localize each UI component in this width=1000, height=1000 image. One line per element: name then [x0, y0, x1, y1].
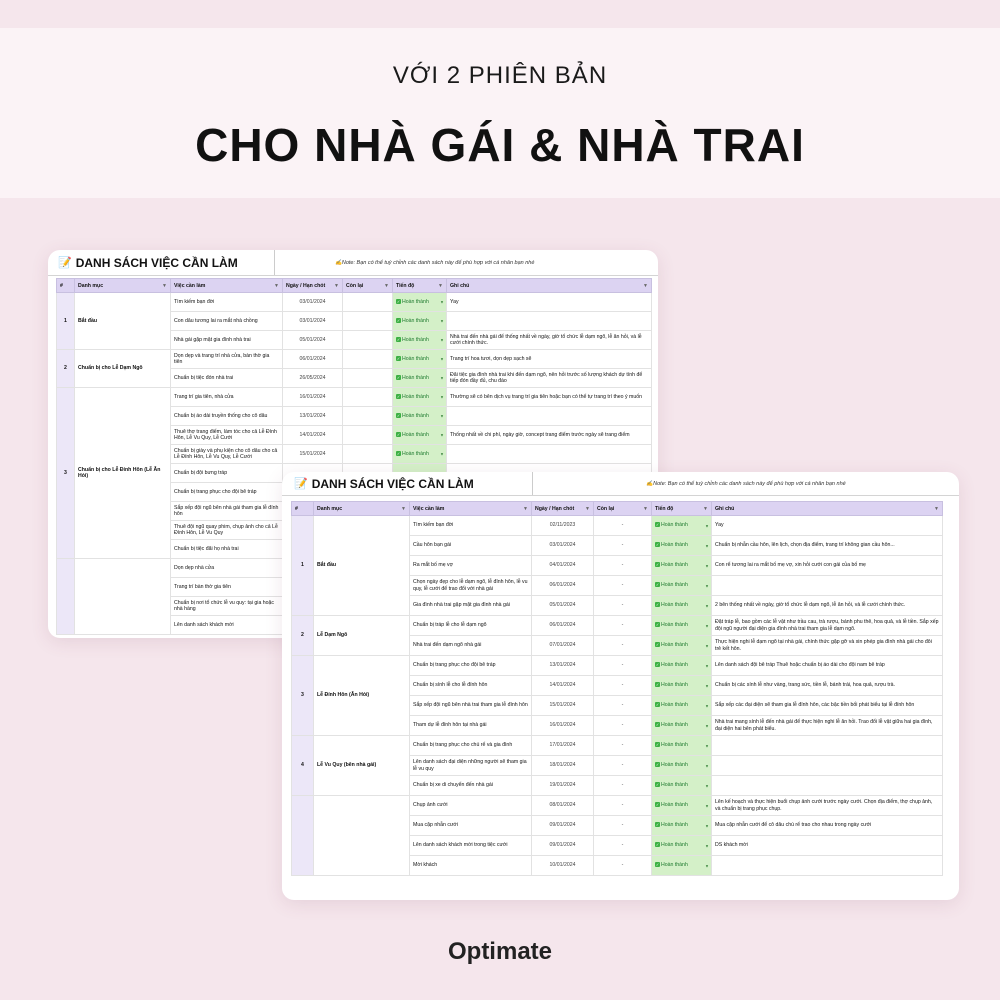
remaining-cell [343, 445, 393, 464]
note-cell[interactable]: 2 bên thống nhất về ngày, giờ tổ chức lễ dạm ngõ, lễ ăn hỏi, và lễ cưới chính thức. [712, 596, 943, 616]
date-cell[interactable]: 03/01/2024 [283, 312, 343, 331]
note-cell[interactable] [447, 407, 652, 426]
date-cell[interactable]: 10/01/2024 [532, 856, 594, 876]
status-cell[interactable] [393, 445, 447, 464]
remaining-cell [343, 312, 393, 331]
task-cell[interactable]: Trang trí bàn thờ gia tiên [171, 578, 283, 597]
status-label: Hoàn thành [402, 336, 429, 343]
status-cell[interactable] [652, 756, 712, 776]
row-number: 3 [292, 656, 314, 736]
status-cell[interactable] [393, 369, 447, 388]
task-cell[interactable]: Nhà trai đến dạm ngõ nhà gái [410, 636, 532, 656]
note-cell[interactable]: Yay [712, 516, 943, 536]
chevron-down-icon[interactable]: ▼ [705, 723, 709, 728]
filter-dropdown-icon[interactable]: ▼ [162, 283, 167, 289]
note-cell[interactable]: Đãi tiệc gia đình nhà trai khi đến dạm ngõ, nên hỏi trước số lượng khách dự tính để tiếp đón đầy đủ, chu đáo [447, 369, 652, 388]
remaining-cell: - [594, 696, 652, 716]
status-label: Hoàn thành [661, 722, 688, 729]
remaining-cell: - [594, 816, 652, 836]
date-cell[interactable]: 14/01/2024 [532, 676, 594, 696]
status-label: Hoàn thành [402, 298, 429, 305]
chevron-down-icon[interactable]: ▼ [705, 763, 709, 768]
sheet-title-text: DANH SÁCH VIỆC CẦN LÀM [311, 476, 474, 491]
task-cell[interactable]: Con dâu tương lai ra mắt nhà chồng [171, 312, 283, 331]
filter-dropdown-icon[interactable]: ▼ [438, 283, 443, 289]
remaining-cell [343, 426, 393, 445]
status-cell[interactable] [393, 388, 447, 407]
chevron-down-icon[interactable]: ▼ [705, 823, 709, 828]
filter-dropdown-icon[interactable]: ▼ [585, 506, 590, 512]
task-cell[interactable]: Chuẩn bị trang phục cho chú rể và gia đình [410, 736, 532, 756]
category-cell [75, 559, 171, 635]
status-label: Hoàn thành [661, 762, 688, 769]
date-cell[interactable]: 05/01/2024 [532, 596, 594, 616]
date-cell[interactable]: 07/01/2024 [532, 636, 594, 656]
date-cell[interactable]: 18/01/2024 [532, 756, 594, 776]
note-cell[interactable]: Nhà trai mang sính lễ đến nhà gái để thực hiện nghi lễ ăn hỏi. Trao đổi lễ vật giữa hai gia đình, đại diện hai bên phát biểu. [712, 716, 943, 736]
checkbox-icon: ✓ [655, 642, 660, 648]
note-cell[interactable]: Nhà trai đến nhà gái để thống nhất về ngày, giờ tổ chức lễ dạm ngõ, lễ ăn hỏi, và lễ cưới chính thức. [447, 331, 652, 350]
column-header[interactable]: # [292, 502, 314, 516]
status-cell[interactable] [652, 716, 712, 736]
remaining-cell [343, 369, 393, 388]
status-label: Hoàn thành [661, 522, 688, 529]
remaining-cell: - [594, 716, 652, 736]
front-spreadsheet [282, 472, 959, 900]
checkbox-icon: ✓ [655, 842, 660, 848]
column-header[interactable]: Còn lại ▼ [343, 279, 393, 293]
task-cell[interactable]: Chuẩn bị đội bưng tráp [171, 464, 283, 483]
chevron-down-icon[interactable]: ▼ [440, 299, 444, 305]
note-cell[interactable] [712, 736, 943, 756]
status-label: Hoàn thành [661, 642, 688, 649]
task-cell[interactable]: Chuẩn bị giày và phụ kiện cho cô dâu cho cả Lễ Đính Hôn, Lễ Vu Quy, Lễ Cưới [171, 445, 283, 464]
note-cell[interactable]: Đặt tráp lễ, bao gồm các lễ vật như trầu cau, trà rượu, bánh phu thê, hoa quả, và lễ tiền. Sắp xếp đội ngũ người đại diện gia đình nhà trai tham gia lễ dạm ngõ. [712, 616, 943, 636]
task-cell[interactable]: Sắp xếp đội ngũ bên nhà trai tham gia lễ đính hôn [410, 696, 532, 716]
status-label: Hoàn thành [661, 682, 688, 689]
checkbox-icon: ✓ [655, 682, 660, 688]
status-label: Hoàn thành [661, 782, 688, 789]
task-cell[interactable]: Chuẩn bị sính lễ cho lễ đính hôn [410, 676, 532, 696]
note-cell[interactable]: DS khách mời [712, 836, 943, 856]
task-cell[interactable]: Cầu hôn bạn gái [410, 536, 532, 556]
checkbox-icon: ✓ [396, 450, 401, 456]
notepad-icon: 📝 [294, 478, 308, 490]
date-cell[interactable]: 06/01/2024 [532, 616, 594, 636]
note-cell[interactable] [447, 445, 652, 464]
table-row [292, 796, 943, 816]
status-label: Hoàn thành [402, 431, 429, 438]
checkbox-icon: ✓ [655, 822, 660, 828]
status-cell[interactable] [393, 331, 447, 350]
task-cell[interactable]: Tìm kiếm bạn đời [410, 516, 532, 536]
task-cell[interactable]: Tìm kiếm bạn đời [171, 293, 283, 312]
note-cell[interactable]: Sắp xếp các đại diện sẽ tham gia lễ đính hôn, các bậc tiền bối phát biểu tại lễ đính hôn [712, 696, 943, 716]
checkbox-icon: ✓ [396, 298, 401, 304]
remaining-cell: - [594, 516, 652, 536]
date-cell[interactable]: 03/01/2024 [532, 536, 594, 556]
note-cell[interactable]: Mua cặp nhẫn cưới để cô dâu chú rể trao cho nhau trong ngày cưới [712, 816, 943, 836]
chevron-down-icon[interactable]: ▼ [705, 643, 709, 648]
row-number: 2 [292, 616, 314, 656]
task-table [291, 501, 943, 876]
column-header[interactable]: Việc cần làm ▼ [171, 279, 283, 293]
page-subtitle: VỚI 2 PHIÊN BẢN [392, 62, 608, 89]
table-row [292, 516, 943, 536]
row-number [57, 559, 75, 635]
date-cell[interactable]: 17/01/2024 [532, 736, 594, 756]
category-cell: Bắt đầu [75, 293, 171, 350]
task-cell[interactable]: Mua cặp nhẫn cưới [410, 816, 532, 836]
remaining-cell: - [594, 796, 652, 816]
note-cell[interactable] [447, 312, 652, 331]
column-header[interactable]: Ghi chú ▼ [447, 279, 652, 293]
checkbox-icon: ✓ [396, 317, 401, 323]
status-cell[interactable] [652, 856, 712, 876]
task-cell[interactable]: Chuẩn bị tiệc đãi họ nhà trai [171, 540, 283, 559]
remaining-cell [343, 388, 393, 407]
filter-dropdown-icon[interactable]: ▼ [274, 283, 279, 289]
chevron-down-icon[interactable]: ▼ [705, 843, 709, 848]
notepad-icon: 📝 [58, 257, 72, 269]
filter-dropdown-icon[interactable]: ▼ [384, 283, 389, 289]
status-label: Hoàn thành [661, 542, 688, 549]
date-cell[interactable]: 15/01/2024 [283, 445, 343, 464]
status-cell[interactable] [652, 576, 712, 596]
status-cell[interactable] [393, 312, 447, 331]
checkbox-icon: ✓ [396, 412, 401, 418]
status-label: Hoàn thành [402, 393, 429, 400]
note-cell[interactable] [712, 756, 943, 776]
task-cell[interactable]: Thuê đội ngũ quay phim, chụp ảnh cho cả Lễ Đính Hôn, Lễ Vu Quy [171, 521, 283, 540]
status-cell[interactable] [393, 407, 447, 426]
note-cell[interactable] [712, 856, 943, 876]
note-cell[interactable] [712, 776, 943, 796]
task-cell[interactable]: Chọn ngày đẹp cho lễ dạm ngõ, lễ đính hôn, lễ vu quy, lễ cưới để trao đổi với nhà gái [410, 576, 532, 596]
checkbox-icon: ✓ [655, 802, 660, 808]
status-label: Hoàn thành [661, 662, 688, 669]
status-cell[interactable] [652, 656, 712, 676]
task-cell[interactable]: Nhà gái gặp mặt gia đình nhà trai [171, 331, 283, 350]
checkbox-icon: ✓ [655, 542, 660, 548]
remaining-cell [343, 350, 393, 369]
note-cell[interactable]: Thực hiện nghi lễ dạm ngõ tại nhà gái, chính thức gặp gỡ và xin phép gia đình nhà gái cho đôi trẻ kết hôn. [712, 636, 943, 656]
sheet-title [48, 256, 274, 270]
page-title: CHO NHÀ GÁI & NHÀ TRAI [195, 119, 805, 171]
column-header[interactable]: Ngày / Hạn chót ▼ [532, 502, 594, 516]
checkbox-icon: ✓ [655, 742, 660, 748]
checkbox-icon: ✓ [655, 582, 660, 588]
task-cell[interactable]: Dọn dẹp và trang trí nhà cửa, bàn thờ gia tiên [171, 350, 283, 369]
status-label: Hoàn thành [402, 317, 429, 324]
sheet-note: ✍️Note: Bạn có thể tuỳ chỉnh các danh sách này để phù hợp với cá nhân bạn nhé [274, 250, 658, 275]
row-number: 1 [57, 293, 75, 350]
task-cell[interactable]: Ra mắt bố mẹ vợ [410, 556, 532, 576]
checkbox-icon: ✓ [655, 662, 660, 668]
date-cell[interactable]: 05/01/2024 [283, 331, 343, 350]
filter-dropdown-icon[interactable]: ▼ [934, 506, 939, 512]
filter-dropdown-icon[interactable]: ▼ [703, 506, 708, 512]
status-label: Hoàn thành [661, 842, 688, 849]
task-cell[interactable]: Chuẩn bị áo dài truyền thống cho cô dâu [171, 407, 283, 426]
category-cell: Lễ Đính Hôn (Ăn Hỏi) [314, 656, 410, 736]
sheet-note: ✍️Note: Bạn có thể tuỳ chỉnh các danh sách này để phù hợp với cá nhân bạn nhé [532, 472, 959, 495]
status-label: Hoàn thành [402, 355, 429, 362]
task-cell[interactable]: Gia đình nhà trai gặp mặt gia đình nhà gái [410, 596, 532, 616]
table-row [292, 656, 943, 676]
remaining-cell: - [594, 596, 652, 616]
chevron-down-icon[interactable]: ▼ [440, 432, 444, 438]
remaining-cell [343, 407, 393, 426]
status-cell[interactable] [652, 596, 712, 616]
checkbox-icon: ✓ [396, 336, 401, 342]
column-header[interactable]: # [57, 279, 75, 293]
date-cell[interactable]: 09/01/2024 [532, 836, 594, 856]
date-cell[interactable]: 04/01/2024 [532, 556, 594, 576]
chevron-down-icon[interactable]: ▼ [705, 783, 709, 788]
chevron-down-icon[interactable]: ▼ [705, 803, 709, 808]
sheet-header [48, 250, 658, 276]
status-label: Hoàn thành [661, 822, 688, 829]
task-cell[interactable]: Chuẩn bị tráp lễ cho lễ dạm ngõ [410, 616, 532, 636]
status-cell[interactable] [652, 776, 712, 796]
status-cell[interactable] [393, 426, 447, 445]
remaining-cell: - [594, 636, 652, 656]
filter-dropdown-icon[interactable]: ▼ [643, 506, 648, 512]
chevron-down-icon[interactable]: ▼ [705, 543, 709, 548]
sheet-title [282, 477, 532, 491]
status-label: Hoàn thành [661, 622, 688, 629]
status-cell[interactable] [652, 696, 712, 716]
note-cell[interactable]: Lên kế hoạch và thực hiện buổi chụp ảnh cưới trước ngày cưới. Chọn địa điểm, thợ chụp ảnh, và chuẩn bị trang phục chụp. [712, 796, 943, 816]
task-cell[interactable]: Chuẩn bị trang phục cho đội bê tráp [171, 483, 283, 502]
chevron-down-icon[interactable]: ▼ [705, 623, 709, 628]
chevron-down-icon[interactable]: ▼ [705, 603, 709, 608]
note-cell[interactable]: Chuẩn bị nhẫn cầu hôn, lên lịch, chọn địa điểm, trang trí không gian cầu hôn... [712, 536, 943, 556]
status-cell[interactable] [652, 636, 712, 656]
chevron-down-icon[interactable]: ▼ [440, 375, 444, 381]
task-cell[interactable]: Thuê thợ trang điểm, làm tóc cho cả Lễ Đính Hôn, Lễ Vu Quy, Lễ Cưới [171, 426, 283, 445]
header-band [0, 28, 1000, 198]
chevron-down-icon[interactable]: ▼ [705, 863, 709, 868]
date-cell[interactable]: 15/01/2024 [532, 696, 594, 716]
date-cell[interactable]: 19/01/2024 [532, 776, 594, 796]
date-cell[interactable]: 03/01/2024 [283, 293, 343, 312]
category-cell: Chuẩn bị cho Lễ Đính Hôn (Lễ Ăn Hỏi) [75, 388, 171, 559]
status-label: Hoàn thành [661, 802, 688, 809]
note-cell[interactable]: Trang trí hoa tươi, dọn dẹp sạch sẽ [447, 350, 652, 369]
row-number: 1 [292, 516, 314, 616]
checkbox-icon: ✓ [396, 431, 401, 437]
checkbox-icon: ✓ [655, 622, 660, 628]
status-cell[interactable] [652, 736, 712, 756]
table-row [57, 388, 652, 407]
checkbox-icon: ✓ [655, 862, 660, 868]
remaining-cell: - [594, 756, 652, 776]
chevron-down-icon[interactable]: ▼ [705, 743, 709, 748]
task-cell[interactable]: Tham dự lễ đính hôn tại nhà gái [410, 716, 532, 736]
filter-dropdown-icon[interactable]: ▼ [523, 506, 528, 512]
status-cell[interactable] [652, 796, 712, 816]
task-cell[interactable]: Chuẩn bị trang phục cho đội bê tráp [410, 656, 532, 676]
remaining-cell: - [594, 656, 652, 676]
checkbox-icon: ✓ [655, 522, 660, 528]
filter-dropdown-icon[interactable]: ▼ [643, 283, 648, 289]
date-cell[interactable]: 06/01/2024 [532, 576, 594, 596]
status-label: Hoàn thành [402, 450, 429, 457]
chevron-down-icon[interactable]: ▼ [705, 583, 709, 588]
status-cell[interactable] [652, 616, 712, 636]
status-label: Hoàn thành [661, 562, 688, 569]
remaining-cell: - [594, 576, 652, 596]
date-cell[interactable]: 14/01/2024 [283, 426, 343, 445]
date-cell[interactable]: 09/01/2024 [532, 816, 594, 836]
task-cell[interactable]: Dọn dẹp nhà cửa [171, 559, 283, 578]
date-cell[interactable]: 16/01/2024 [283, 388, 343, 407]
category-cell: Lễ Vu Quy (bên nhà gái) [314, 736, 410, 796]
sheet-header [282, 472, 959, 496]
status-label: Hoàn thành [661, 582, 688, 589]
checkbox-icon: ✓ [396, 355, 401, 361]
note-cell[interactable] [712, 576, 943, 596]
chevron-down-icon[interactable]: ▼ [705, 663, 709, 668]
chevron-down-icon[interactable]: ▼ [705, 683, 709, 688]
chevron-down-icon[interactable]: ▼ [705, 563, 709, 568]
chevron-down-icon[interactable]: ▼ [440, 356, 444, 362]
date-cell[interactable]: 26/05/2024 [283, 369, 343, 388]
row-number: 3 [57, 388, 75, 559]
filter-dropdown-icon[interactable]: ▼ [334, 283, 339, 289]
status-label: Hoàn thành [402, 374, 429, 381]
remaining-cell: - [594, 616, 652, 636]
note-cell[interactable]: Yay [447, 293, 652, 312]
task-cell[interactable]: Chụp ảnh cưới [410, 796, 532, 816]
chevron-down-icon[interactable]: ▼ [440, 337, 444, 343]
remaining-cell [343, 331, 393, 350]
date-cell[interactable]: 13/01/2024 [283, 407, 343, 426]
category-cell: Lễ Dạm Ngõ [314, 616, 410, 656]
task-cell[interactable]: Trang trí gia tiên, nhà cửa [171, 388, 283, 407]
row-number: 2 [57, 350, 75, 388]
status-cell[interactable] [652, 516, 712, 536]
table-row [292, 616, 943, 636]
status-cell[interactable] [652, 556, 712, 576]
date-cell[interactable]: 02/11/2023 [532, 516, 594, 536]
column-header[interactable]: Danh mục ▼ [75, 279, 171, 293]
task-cell[interactable]: Chuẩn bị tiệc đón nhà trai [171, 369, 283, 388]
column-header[interactable]: Tiến độ ▼ [393, 279, 447, 293]
status-label: Hoàn thành [402, 412, 429, 419]
remaining-cell: - [594, 836, 652, 856]
date-cell[interactable]: 13/01/2024 [532, 656, 594, 676]
chevron-down-icon[interactable]: ▼ [705, 703, 709, 708]
remaining-cell: - [594, 536, 652, 556]
column-header[interactable]: Còn lại ▼ [594, 502, 652, 516]
category-cell: Bắt đầu [314, 516, 410, 616]
task-cell[interactable]: Sắp xếp đội ngũ bên nhà gái tham gia lễ đính hôn [171, 502, 283, 521]
checkbox-icon: ✓ [655, 602, 660, 608]
remaining-cell [343, 293, 393, 312]
remaining-cell: - [594, 736, 652, 756]
brand-name: Optimate [447, 938, 552, 965]
note-cell[interactable]: Lên danh sách đội bê tráp Thuê hoặc chuẩn bị áo dài cho đội nam bê tráp [712, 656, 943, 676]
chevron-down-icon[interactable]: ▼ [705, 523, 709, 528]
status-cell[interactable] [393, 293, 447, 312]
checkbox-icon: ✓ [655, 702, 660, 708]
remaining-cell: - [594, 856, 652, 876]
status-label: Hoàn thành [661, 702, 688, 709]
column-header[interactable]: Ngày / Hạn chót ▼ [283, 279, 343, 293]
table-row [57, 350, 652, 369]
note-cell[interactable]: Chuẩn bị các sính lễ như vàng, trang sức, tiền lễ, bánh trái, hoa quả, rượu trà. [712, 676, 943, 696]
chevron-down-icon[interactable]: ▼ [440, 318, 444, 324]
remaining-cell: - [594, 776, 652, 796]
task-cell[interactable]: Chuẩn bị nơi tổ chức lễ vu quy: tại gia hoặc nhà hàng [171, 597, 283, 616]
checkbox-icon: ✓ [655, 722, 660, 728]
status-cell[interactable] [652, 816, 712, 836]
task-cell[interactable]: Lên danh sách khách mời trong tiệc cưới [410, 836, 532, 856]
checkbox-icon: ✓ [396, 393, 401, 399]
date-cell[interactable]: 06/01/2024 [283, 350, 343, 369]
table-row [292, 736, 943, 756]
checkbox-icon: ✓ [655, 762, 660, 768]
task-cell[interactable]: Lên danh sách khách mời [171, 616, 283, 635]
date-cell[interactable]: 16/01/2024 [532, 716, 594, 736]
column-header[interactable]: Việc cần làm ▼ [410, 502, 532, 516]
chevron-down-icon[interactable]: ▼ [440, 394, 444, 400]
status-cell[interactable] [652, 536, 712, 556]
checkbox-icon: ✓ [655, 562, 660, 568]
status-label: Hoàn thành [661, 602, 688, 609]
remaining-cell: - [594, 556, 652, 576]
status-cell[interactable] [393, 350, 447, 369]
column-header[interactable]: Tiến độ ▼ [652, 502, 712, 516]
status-label: Hoàn thành [661, 862, 688, 869]
chevron-down-icon[interactable]: ▼ [440, 451, 444, 457]
date-cell[interactable]: 08/01/2024 [532, 796, 594, 816]
sheet-title-text: DANH SÁCH VIỆC CẦN LÀM [75, 255, 238, 270]
row-number [292, 796, 314, 876]
category-cell [314, 796, 410, 876]
note-cell[interactable]: Thường sẽ có bên dịch vụ trang trí gia tiên hoặc bạn có thể tự trang trí theo ý muốn [447, 388, 652, 407]
checkbox-icon: ✓ [396, 374, 401, 380]
remaining-cell: - [594, 676, 652, 696]
status-cell[interactable] [652, 836, 712, 856]
note-cell[interactable]: Con rể tương lai ra mắt bố mẹ vợ, xin hỏi cưới con gái của bố mẹ [712, 556, 943, 576]
table-row [57, 293, 652, 312]
status-label: Hoàn thành [661, 742, 688, 749]
status-cell[interactable] [652, 676, 712, 696]
chevron-down-icon[interactable]: ▼ [440, 413, 444, 419]
column-header[interactable]: Ghi chú ▼ [712, 502, 943, 516]
task-cell[interactable]: Chuẩn bị xe di chuyển đến nhà gái [410, 776, 532, 796]
task-cell[interactable]: Lên danh sách đại diện những người sẽ tham gia lễ vu quy [410, 756, 532, 776]
filter-dropdown-icon[interactable]: ▼ [401, 506, 406, 512]
column-header[interactable]: Danh mục ▼ [314, 502, 410, 516]
category-cell: Chuẩn bị cho Lễ Dạm Ngõ [75, 350, 171, 388]
checkbox-icon: ✓ [655, 782, 660, 788]
note-cell[interactable]: Thống nhất về chi phí, ngày giờ, concept trang điểm trước ngày sẽ trang điểm [447, 426, 652, 445]
task-cell[interactable]: Mời khách [410, 856, 532, 876]
row-number: 4 [292, 736, 314, 796]
